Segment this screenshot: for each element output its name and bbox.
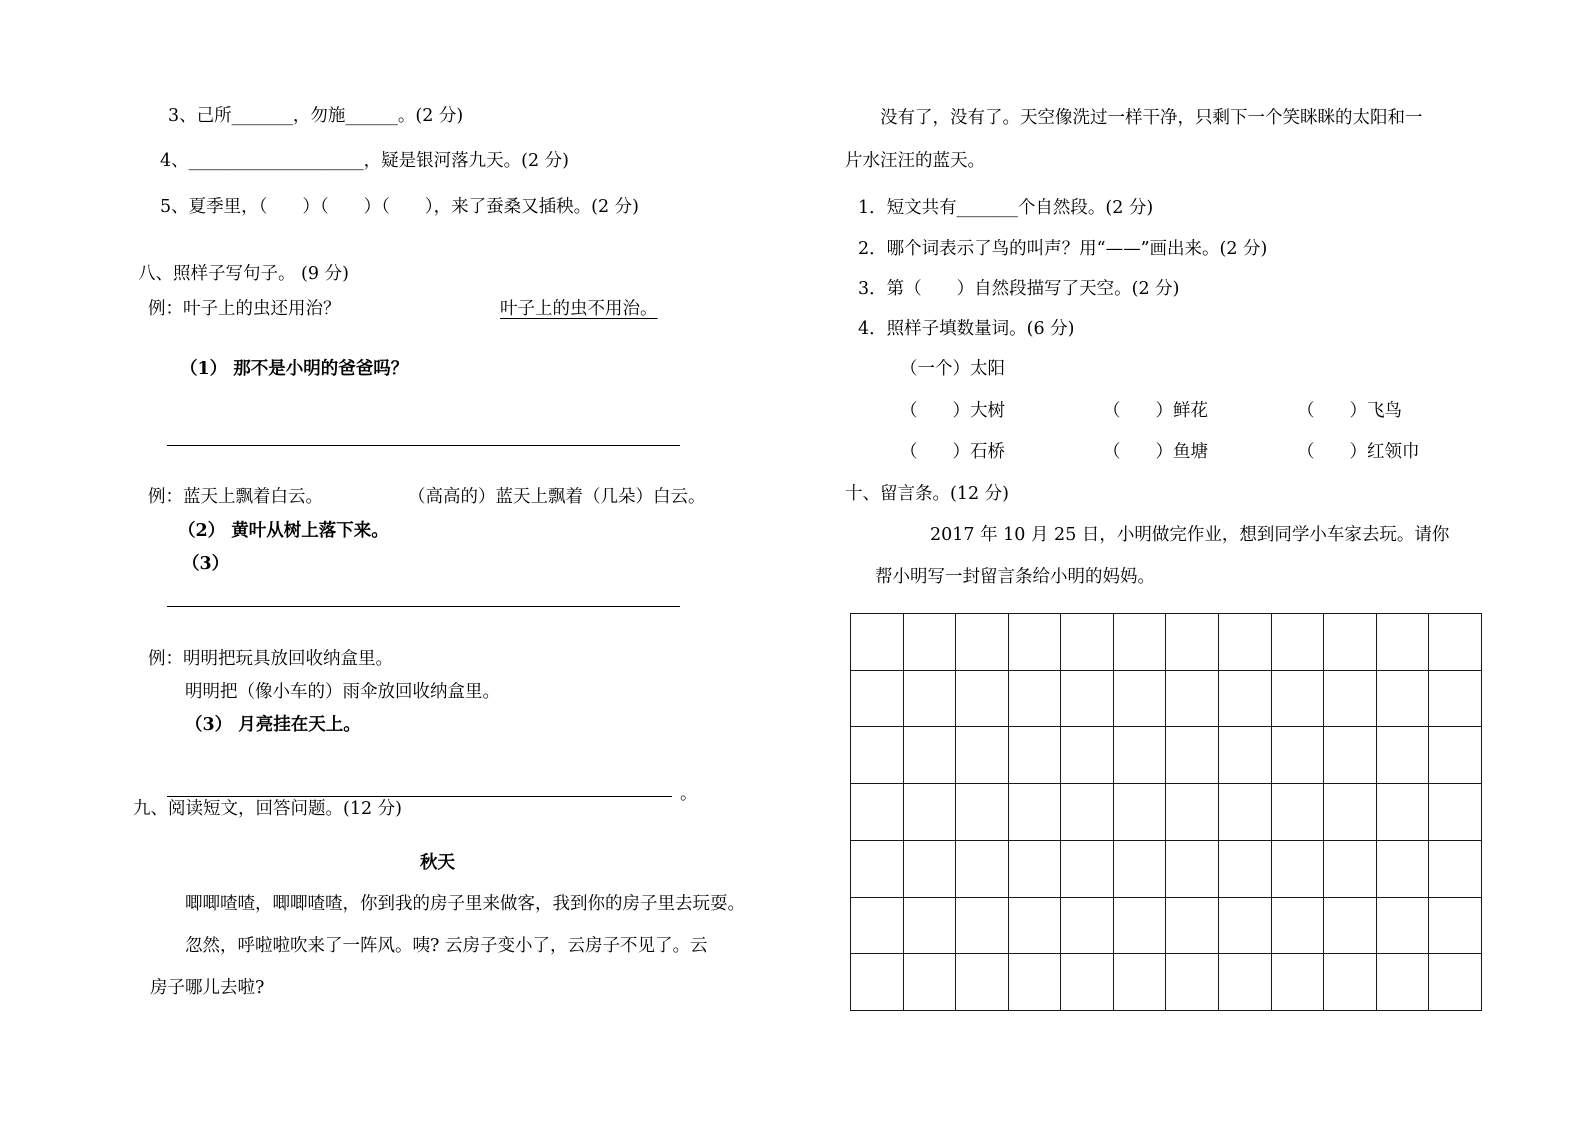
grid-cell <box>956 898 1009 955</box>
quantity-row2-item3: （ ）红领巾 <box>1297 442 1420 462</box>
grid-cell <box>1272 954 1325 1011</box>
grid-cell <box>1009 727 1062 784</box>
passage-cont-line-1: 没有了，没有了。天空像洗过一样干净，只剩下一个笑眯眯的太阳和一 <box>880 108 1423 128</box>
grid-cell <box>1219 898 1272 955</box>
grid-cell <box>851 614 904 671</box>
fill-blank-item-3: 3、己所_______，勿施______。(2 分) <box>168 106 464 126</box>
grid-cell <box>1324 841 1377 898</box>
section-9-heading: 九、阅读短文，回答问题。(12 分) <box>133 799 402 819</box>
grid-cell <box>1429 898 1482 955</box>
grid-cell <box>1114 954 1167 1011</box>
grid-cell <box>1114 784 1167 841</box>
grid-cell <box>904 614 957 671</box>
grid-cell <box>956 954 1009 1011</box>
grid-cell <box>1377 784 1430 841</box>
reading-question-3: 3．第（ ）自然段描写了天空。(2 分) <box>858 279 1180 299</box>
reading-question-1: 1．短文共有_______个自然段。(2 分) <box>858 198 1154 218</box>
quantity-example: （一个）太阳 <box>900 359 1005 379</box>
passage-line-3: 房子哪儿去啦? <box>150 978 265 998</box>
rewrite-item-2: （2） 黄叶从树上落下来。 <box>178 521 389 541</box>
grid-cell <box>1324 784 1377 841</box>
section-8-heading: 八、照样子写句子。 (9 分) <box>138 264 349 284</box>
grid-cell <box>904 898 957 955</box>
grid-cell <box>1009 841 1062 898</box>
grid-cell <box>1009 671 1062 728</box>
passage-line-1: 唧唧喳喳，唧唧喳喳，你到我的房子里来做客，我到你的房子里去玩耍。 <box>185 894 745 914</box>
example-3-line-1: 例：明明把玩具放回收纳盒里。 <box>148 649 393 669</box>
grid-cell <box>1114 727 1167 784</box>
quantity-row1-item3: （ ）飞鸟 <box>1297 401 1402 421</box>
grid-cell <box>1219 784 1272 841</box>
grid-cell <box>1061 784 1114 841</box>
grid-cell <box>1219 671 1272 728</box>
grid-cell <box>1009 898 1062 955</box>
grid-cell <box>1429 671 1482 728</box>
grid-cell <box>1219 614 1272 671</box>
grid-cell <box>1324 727 1377 784</box>
grid-cell <box>956 784 1009 841</box>
fill-blank-item-5: 5、夏季里，（ ）（ ）（ ），来了蚕桑又插秧。(2 分) <box>160 197 639 217</box>
quantity-row2-item1: （ ）石桥 <box>900 442 1005 462</box>
grid-cell <box>1061 671 1114 728</box>
grid-cell <box>956 671 1009 728</box>
grid-cell <box>956 841 1009 898</box>
reading-question-4: 4．照样子填数量词。(6 分) <box>858 319 1075 339</box>
grid-cell <box>1324 671 1377 728</box>
fill-blank-item-4: 4、____________________，疑是银河落九天。(2 分) <box>160 151 569 171</box>
grid-cell <box>1377 898 1430 955</box>
grid-cell <box>851 784 904 841</box>
grid-cell <box>1429 954 1482 1011</box>
grid-cell <box>1272 727 1325 784</box>
grid-cell <box>1272 784 1325 841</box>
grid-cell <box>1009 614 1062 671</box>
quantity-row2-item2: （ ）鱼塘 <box>1103 442 1208 462</box>
section-10-heading: 十、留言条。(12 分) <box>845 484 1009 504</box>
grid-cell <box>1166 898 1219 955</box>
rewrite-item-3-label: （3） <box>182 554 230 574</box>
quantity-row1-item2: （ ）鲜花 <box>1103 401 1208 421</box>
grid-cell <box>956 614 1009 671</box>
grid-cell <box>1219 727 1272 784</box>
answer-line-2 <box>167 606 680 607</box>
grid-cell <box>1114 671 1167 728</box>
passage-line-2: 忽然，呼啦啦吹来了一阵风。咦? 云房子变小了，云房子不见了。云 <box>185 936 708 956</box>
example-2-question: 例：蓝天上飘着白云。 <box>148 487 323 507</box>
answer-grid <box>850 613 1482 1011</box>
example-2-answer: （高高的）蓝天上飘着（几朵）白云。 <box>408 487 706 507</box>
grid-cell <box>904 671 957 728</box>
example-3-line-2: 明明把（像小车的）雨伞放回收纳盒里。 <box>185 682 500 702</box>
grid-cell <box>1061 841 1114 898</box>
grid-cell <box>1272 671 1325 728</box>
grid-cell <box>1272 898 1325 955</box>
grid-cell <box>1061 727 1114 784</box>
example-1-question: 例：叶子上的虫还用治？ <box>148 299 341 319</box>
period-mark: 。 <box>680 784 698 804</box>
grid-cell <box>1429 841 1482 898</box>
grid-cell <box>1166 671 1219 728</box>
grid-cell <box>1219 954 1272 1011</box>
grid-cell <box>1377 671 1430 728</box>
grid-cell <box>1166 727 1219 784</box>
grid-cell <box>1377 841 1430 898</box>
grid-cell <box>1377 614 1430 671</box>
grid-cell <box>1114 841 1167 898</box>
answer-line-3 <box>167 796 672 797</box>
grid-cell <box>1114 614 1167 671</box>
grid-cell <box>851 841 904 898</box>
answer-line-1 <box>167 445 680 446</box>
grid-cell <box>1324 954 1377 1011</box>
grid-cell <box>956 727 1009 784</box>
grid-cell <box>1061 898 1114 955</box>
passage-cont-line-2: 片水汪汪的蓝天。 <box>845 151 985 171</box>
rewrite-item-3: （3） 月亮挂在天上。 <box>185 715 361 735</box>
rewrite-item-1: （1） 那不是小明的爸爸吗？ <box>180 359 409 379</box>
note-prompt-line-1: 2017 年 10 月 25 日，小明做完作业，想到同学小车家去玩。请你 <box>930 525 1450 545</box>
grid-cell <box>1114 898 1167 955</box>
grid-cell <box>904 841 957 898</box>
grid-cell <box>1429 727 1482 784</box>
grid-cell <box>1166 784 1219 841</box>
note-prompt-line-2: 帮小明写一封留言条给小明的妈妈。 <box>875 567 1155 587</box>
grid-cell <box>1061 954 1114 1011</box>
grid-cell <box>904 784 957 841</box>
grid-cell <box>1324 898 1377 955</box>
grid-cell <box>851 671 904 728</box>
grid-cell <box>1009 784 1062 841</box>
grid-cell <box>1166 841 1219 898</box>
grid-cell <box>1429 614 1482 671</box>
grid-cell <box>1377 954 1430 1011</box>
grid-cell <box>904 954 957 1011</box>
grid-cell <box>1324 614 1377 671</box>
grid-cell <box>851 898 904 955</box>
grid-cell <box>1061 614 1114 671</box>
grid-cell <box>1166 614 1219 671</box>
reading-question-2: 2．哪个词表示了鸟的叫声？用“——”画出来。(2 分) <box>858 239 1268 259</box>
grid-cell <box>851 954 904 1011</box>
grid-cell <box>1272 841 1325 898</box>
quantity-row1-item1: （ ）大树 <box>900 401 1005 421</box>
grid-cell <box>851 727 904 784</box>
grid-cell <box>1166 954 1219 1011</box>
reading-passage-title: 秋天 <box>420 853 455 873</box>
grid-cell <box>1272 614 1325 671</box>
example-1-answer: 叶子上的虫不用治。 <box>500 299 658 319</box>
grid-cell <box>1219 841 1272 898</box>
grid-cell <box>1377 727 1430 784</box>
grid-cell <box>904 727 957 784</box>
grid-cell <box>1009 954 1062 1011</box>
grid-cell <box>1429 784 1482 841</box>
